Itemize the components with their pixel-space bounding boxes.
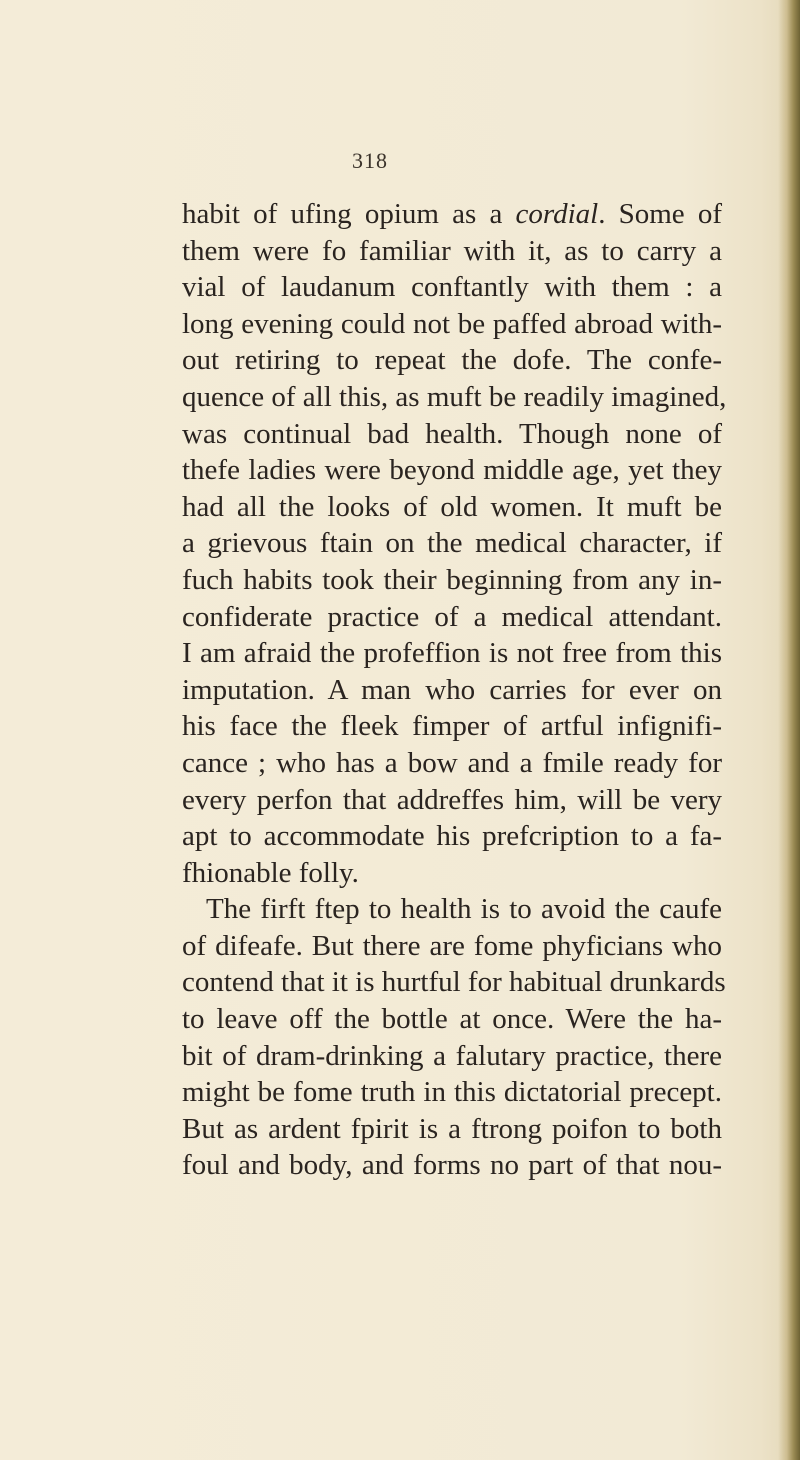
body-text	[182, 196, 727, 1184]
page-edge	[778, 0, 800, 1460]
text-line: out retiring to repeat the dofe. The confe-	[182, 344, 722, 377]
text-line: long evening could not be paffed abroad with-	[182, 307, 722, 340]
text-line: contend that it is hurtful for habitual drunkards	[182, 966, 726, 999]
text-line: every perfon that addreffes him, will be very	[182, 783, 722, 816]
text-line: fhionable folly.	[182, 856, 359, 889]
text-line: of difeafe. But there are fome phyficians who	[182, 929, 722, 962]
text-line: confiderate practice of a medical attendant.	[182, 600, 722, 633]
text-line: fuch habits took their beginning from any in-	[182, 563, 722, 596]
text-line: But as ardent fpirit is a ftrong poifon to both	[182, 1112, 722, 1145]
text-line: apt to accommodate his prefcription to a fa-	[182, 820, 722, 853]
text-line: imputation. A man who carries for ever on	[182, 673, 722, 706]
text-line: thefe ladies were beyond middle age, yet they	[182, 454, 722, 487]
text-line: cance ; who has a bow and a fmile ready for	[182, 746, 722, 779]
text-line: vial of laudanum conftantly with them : a	[182, 271, 722, 304]
text-line: might be fome truth in this dictatorial precept.	[182, 1076, 722, 1109]
emphasized-word: cordial	[515, 198, 599, 230]
text-line: foul and body, and forms no part of that nou-	[182, 1149, 722, 1182]
text-line: them were fo familiar with it, as to carry a	[182, 234, 722, 267]
text-line: The firft ftep to health is to avoid the caufe	[206, 893, 722, 926]
text-line: I am afraid the profeffion is not free from this	[182, 637, 722, 670]
text-line: had all the looks of old women. It muft be	[182, 490, 722, 523]
text-line: quence of all this, as muft be readily imagined,	[182, 380, 727, 413]
text-line: his face the fleek fimper of artful infignifi-	[182, 710, 722, 743]
text-line: habit of ufing opium as a cordial. Some of	[182, 198, 722, 230]
text-line: a grievous ftain on the medical character, if	[182, 527, 722, 560]
text-line: to leave off the bottle at once. Were the ha-	[182, 1003, 722, 1036]
text-line: bit of dram-drinking a falutary practice, there	[182, 1039, 722, 1072]
text-line: was continual bad health. Though none of	[182, 417, 722, 450]
paragraph-1	[182, 196, 727, 891]
paragraph-2	[182, 891, 726, 1184]
page-number: 318	[352, 148, 388, 173]
